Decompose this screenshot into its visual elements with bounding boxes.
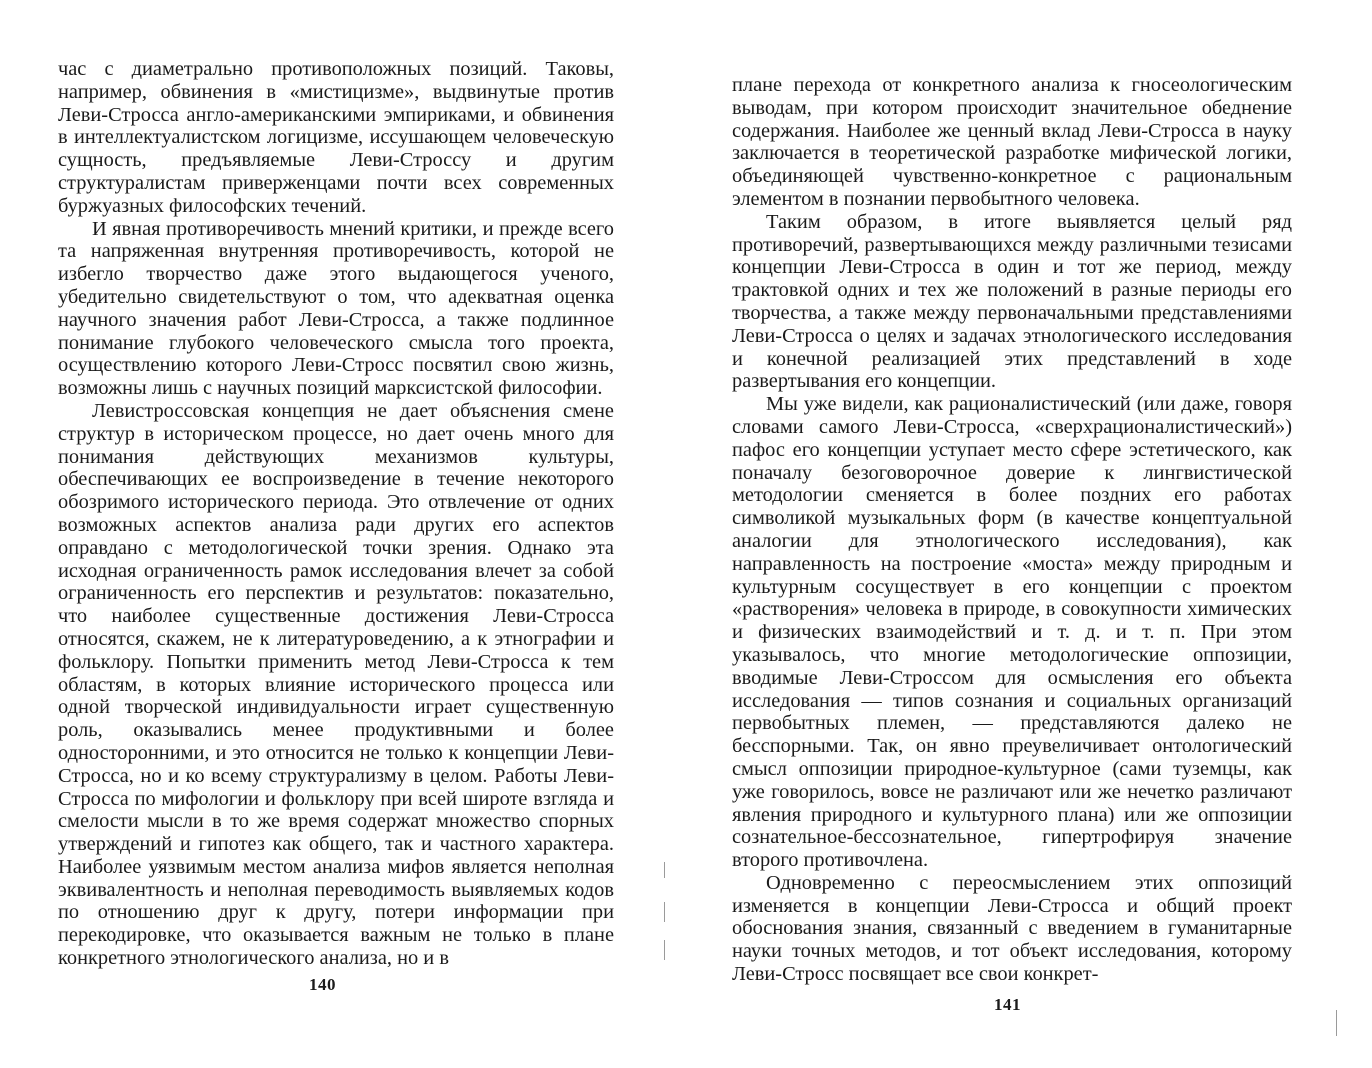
page-number-left: 140 <box>309 975 336 994</box>
paragraph: Таким образом, в итоге выявляется целый ряд противоречий, развертывающихся между различными тезисами концепции Леви-Стросса в один и тот же период, между трактовкой одних и тех же положений в разные периоды его творчества, а также между первоначальными представлениями Леви-Стросса о целях и задачах этнологического исследования и конечной реализацией этих представлений в ходе развертывания его концепции. <box>732 210 1292 393</box>
paragraph: плане перехода от конкретного анализа к гносеологическим выводам, при котором происходит значительное обеднение содержания. Наиболее же ценный вклад Леви-Стросса в науку заключается в теоретической разработке мифической логики, объединяющей чувственно-конкретное с рациональным элементом в познании первобытного человека. <box>732 74 1292 210</box>
paragraph: Левистроссовская концепция не дает объяснения смене структур в историческом процессе, но дает очень много для понимания действующих механизмов культуры, обеспечивающих ее воспроизведение в течение некоторого обозримого исторического периода. Это отвлечение от одних возможных аспектов анализа ради других его аспектов оправдано с методологической точки зрения. Однако эта исходная ограниченность рамок исследования влечет за собой ограниченность его перспектив и результатов: показательно, что наиболее существенные достижения Леви-Стросса относятся, скажем, не к литературоведению, а к этнографии и фольклору. Попытки применить метод Леви-Стросса к тем областям, в которых влияние исторического процесса или одной творческой индивидуальности играет существенную роль, оказывались менее продуктивными и более односторонними, и это относится не только к концепции Леви-Стросса, но и ко всему структурализму в целом. Работы Леви-Стросса по мифологии и фольклору при всей широте взгляда и смелости мысли в то же время содержат множество спорных утверждений и гипотез как общего, так и частного характера. Наиболее уязвимым местом анализа мифов является неполная эквивалентность и неполная переводимость выявляемых кодов по отношению друг к другу, потери информации при перекодировке, что оказывается важным не только в плане конкретного этнологического анализа, но и в <box>58 399 614 970</box>
gutter-mark <box>664 940 665 960</box>
right-page <box>732 74 1292 986</box>
left-page <box>58 58 614 970</box>
paragraph: час с диаметрально противоположных позиций. Таковы, например, обвинения в «мистицизме», выдвинутые против Леви-Стросса англо-американскими эмпириками, и обвинения в интеллектуалистском логицизме, иссушающем человеческую сущность, предъявляемые Леви-Строссу и другим структуралистам приверженцами почти всех современных буржуазных философских течений. <box>58 58 614 217</box>
gutter-mark <box>664 862 665 878</box>
page-number-right: 141 <box>994 995 1021 1014</box>
paragraph: И явная противоречивость мнений критики, и прежде всего та напряженная внутренняя противоречивость, которой не избегло творчество даже этого выдающегося ученого, убедительно свидетельствуют о том, что адекватная оценка научного значения работ Леви-Стросса, а также подлинное понимание глубокого человеческого смысла того проекта, осуществлению которого Леви-Стросс посвятил свою жизнь, возможны лишь с научных позиций марксистской философии. <box>58 217 614 400</box>
gutter-mark <box>1336 1010 1337 1036</box>
gutter-mark <box>664 902 665 922</box>
right-page-text <box>732 74 1292 986</box>
left-page-text <box>58 58 614 970</box>
paragraph: Мы уже видели, как рационалистический (или даже, говоря словами самого Леви-Стросса, «сверхрационалистический») пафос его концепции уступает место сфере эстетического, как поначалу безоговорочное доверие к лингвистической методологии сменяется в более поздних его работах символикой музыкальных форм (в качестве концептуальной аналогии для этнологического исследования), как направленность на построение «моста» между природным и культурным сосуществует в его концепции с проектом «растворения» человека в природе, в совокупности химических и физических взаимодействий и т. д. и т. п. При этом указывалось, что многие методологические оппозиции, вводимые Леви-Строссом для осмысления его объекта исследования — типов сознания и социальных организаций первобытных племен, — представляются далеко не бесспорными. Так, он явно преувеличивает онтологический смысл оппозиции природное-культурное (сами туземцы, как уже говорилось, вовсе не различают или же нечетко различают явления природного и культурного плана) или же оппозиции сознательное-бессознательное, гипертрофируя значение второго противочлена. <box>732 393 1292 872</box>
paragraph: Одновременно с переосмыслением этих оппозиций изменяется в концепции Леви-Стросса и общий проект обоснования знания, связанный с введением в гуманитарные науки точных методов, и тот объект исследования, которому Леви-Стросс посвящает все свои конкрет- <box>732 871 1292 986</box>
